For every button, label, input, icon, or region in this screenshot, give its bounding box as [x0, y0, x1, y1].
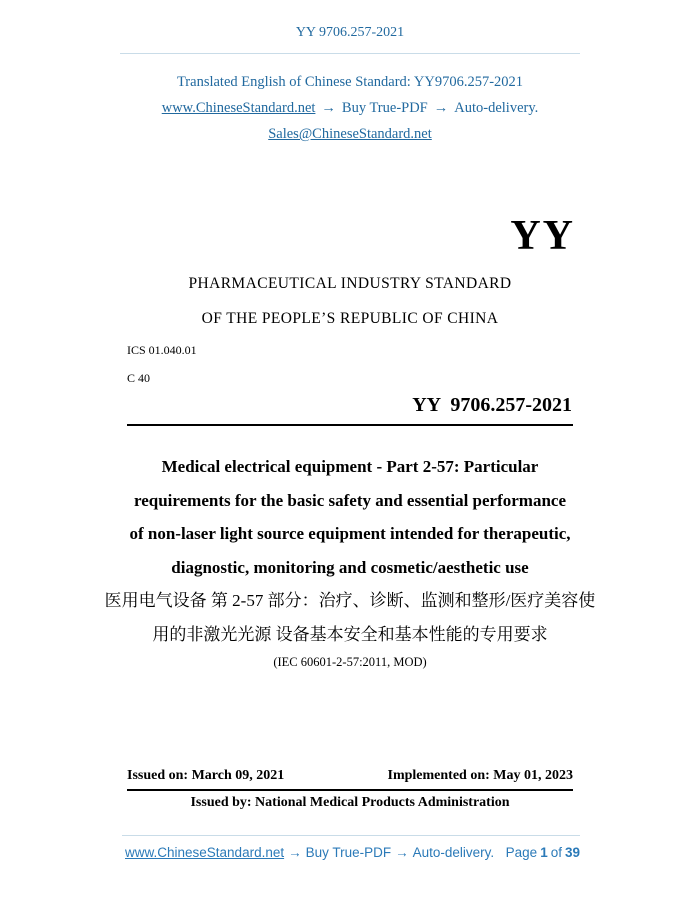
issued-by-line: Issued by: National Medical Products Administration [190, 795, 510, 810]
standard-number: YY 9706.257-2021 [412, 394, 572, 416]
arrow-icon: → [321, 100, 336, 116]
title-divider [127, 424, 573, 426]
arrow-icon: → [288, 845, 302, 860]
buy-info-line [0, 100, 700, 117]
title-line: of non-laser light source equipment intended for therapeutic, [129, 524, 571, 543]
classification-code: C 40 [127, 371, 151, 385]
header-divider [120, 53, 580, 54]
title-line: requirements for the basic safety and essential performance [133, 490, 567, 510]
footer-buy-label: Buy True-PDF [305, 845, 392, 860]
sales-email-link[interactable]: Sales@ChineseStandard.net [268, 126, 432, 142]
footer-buy-line [125, 845, 498, 860]
title-line-zh: 用的非激光光源 设备基本安全和基本性能的专用要求 [152, 625, 548, 644]
arrow-icon: → [395, 845, 409, 860]
translated-standard-line: Translated English of Chinese Standard: YY9706.257-2021 [176, 74, 524, 90]
issuance-dates-row [127, 768, 573, 784]
title-line-zh: 医用电气设备 第 2-57 部分：治疗、诊断、监测和整形/医疗美容使 [104, 591, 596, 610]
implemented-on-date: Implemented on: May 01, 2023 [387, 768, 573, 783]
buy-label: Buy True-PDF [341, 100, 428, 116]
standard-body-line2: OF THE PEOPLE’S REPUBLIC OF CHINA [201, 310, 499, 327]
iec-reference: (IEC 60601-2-57:2011, MOD) [273, 655, 427, 669]
standard-body-line1: PHARMACEUTICAL INDUSTRY STANDARD [188, 275, 512, 292]
page-current: 1 [540, 845, 548, 860]
of-label: of [550, 845, 562, 860]
delivery-label: Auto-delivery. [454, 100, 539, 116]
email-line [0, 126, 700, 143]
standard-title-english [0, 450, 700, 584]
footer-divider [122, 835, 580, 836]
title-line: diagnostic, monitoring and cosmetic/aesthetic use [171, 557, 529, 577]
site-link[interactable]: www.ChineseStandard.net [161, 100, 316, 116]
issuance-divider [127, 789, 573, 791]
arrow-icon: → [433, 100, 449, 116]
standard-title-chinese [0, 584, 700, 652]
page-label: Page [505, 845, 538, 860]
yy-standard-logo: YY [510, 213, 575, 259]
footer-site-link[interactable]: www.ChineseStandard.net [125, 845, 285, 860]
page-total: 39 [564, 845, 580, 860]
ics-code: ICS 01.040.01 [127, 343, 197, 357]
issued-on-date: Issued on: March 09, 2021 [127, 768, 285, 783]
header-doc-number: YY 9706.257-2021 [295, 25, 405, 40]
page-number-indicator [503, 845, 580, 860]
footer-delivery-label: Auto-delivery. [412, 845, 495, 860]
page-footer [125, 845, 580, 860]
title-line: Medical electrical equipment - Part 2-57: Particular [161, 457, 539, 476]
